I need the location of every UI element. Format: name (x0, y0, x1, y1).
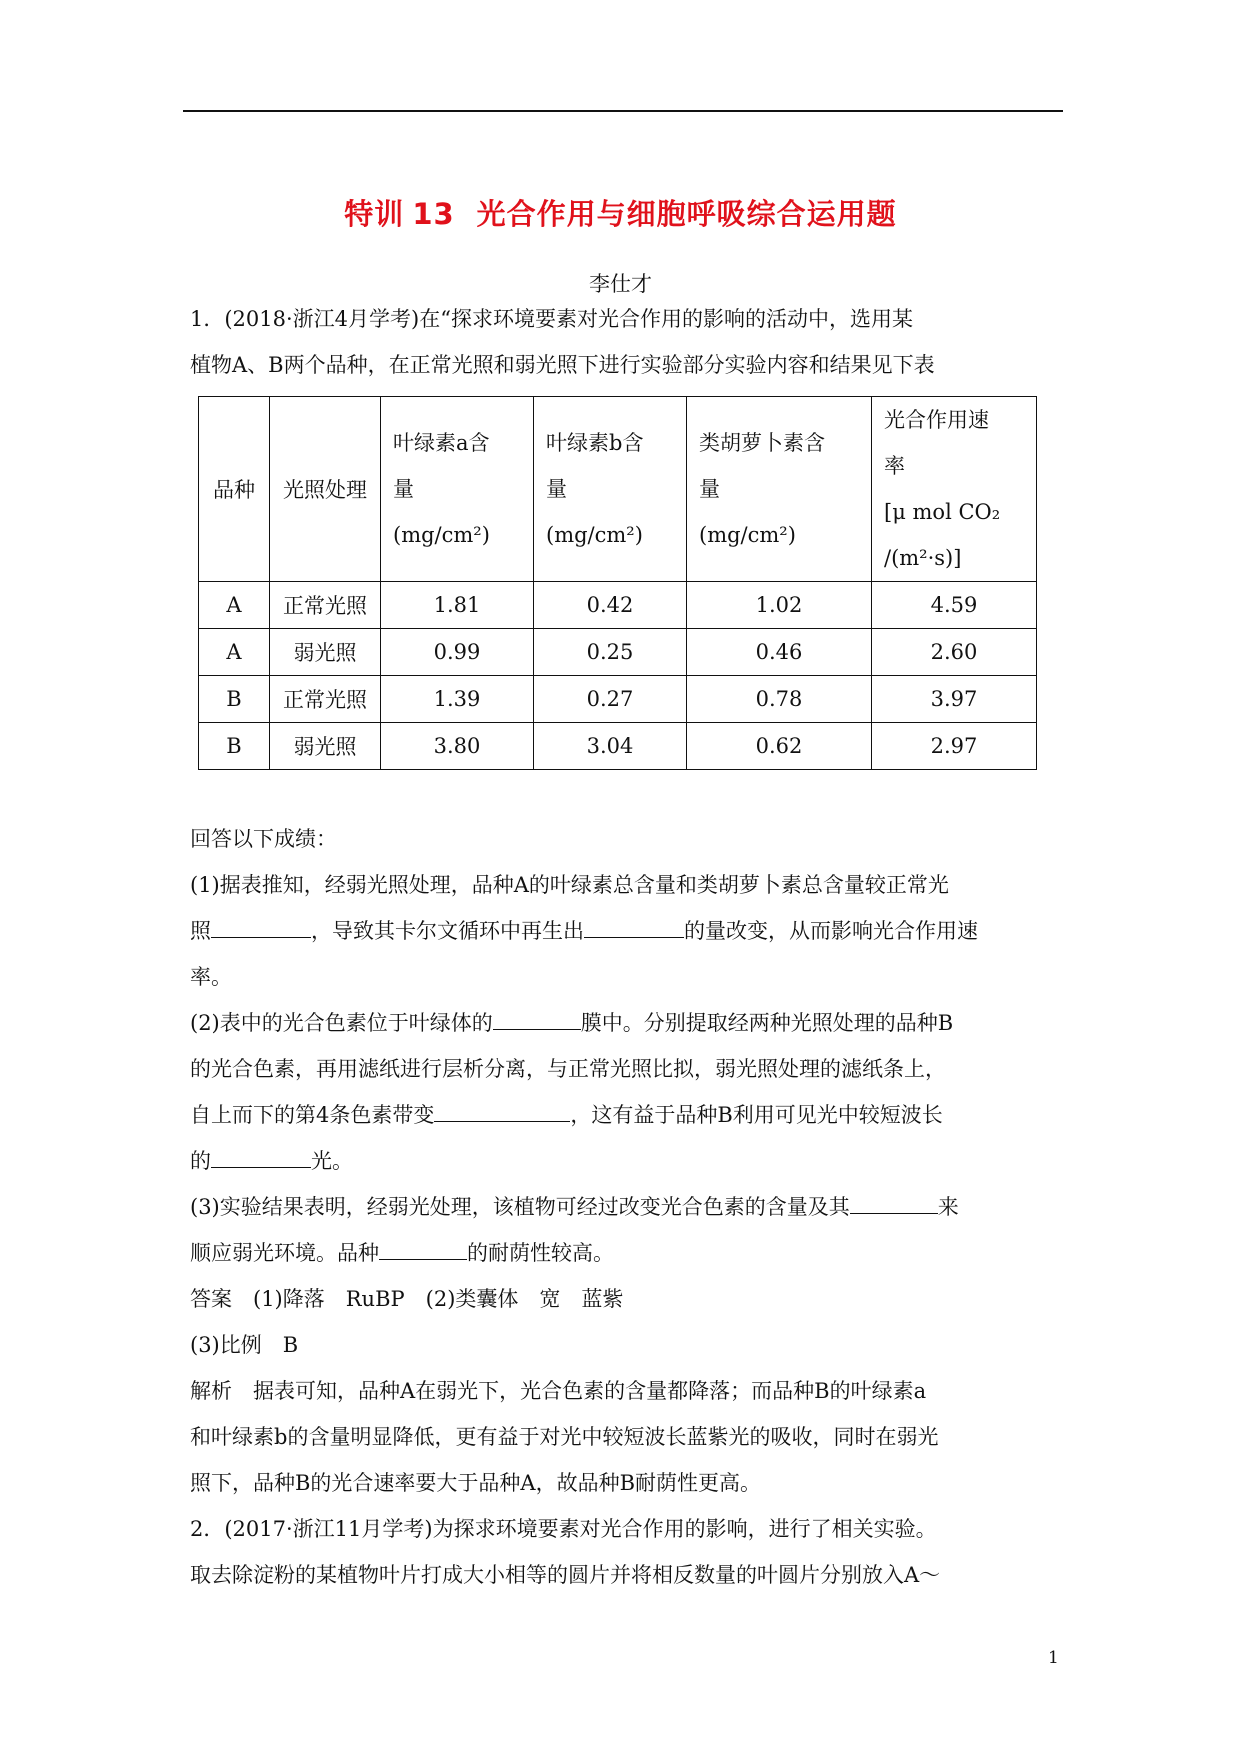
answer-blank[interactable] (211, 1143, 311, 1168)
page-number: 1 (1048, 1648, 1059, 1668)
table-cell: 正常光照 (270, 582, 381, 629)
table-cell: 0.27 (534, 676, 687, 723)
table-row (199, 723, 1037, 770)
table-header-row (199, 397, 1037, 582)
q2-line-1: 2．(2017·浙江11月学考)为探求环境要素对光合作用的影响，进行了相关实验。 (190, 1517, 937, 1541)
table-cell: 0.99 (381, 629, 534, 676)
table-row (199, 629, 1037, 676)
answer-blank[interactable] (379, 1235, 467, 1260)
q2-line-2: 取去除淀粉的某植物叶片打成大小相等的圆片并将相反数量的叶圆片分别放入A～ (190, 1563, 941, 1587)
header-chlorophyll-b: 叶绿素b含 量 (mg/cm²) (534, 397, 687, 582)
table-row (199, 676, 1037, 723)
table-cell: 3.97 (872, 676, 1037, 723)
sub1-line-1: (1)据表推知，经弱光照处理，品种A的叶绿素总含量和类胡萝卜素总含量较正常光 (190, 873, 949, 897)
analysis-line-3: 照下，品种B的光合速率要大于品种A，故品种B耐荫性更高。 (190, 1471, 762, 1495)
data-table (198, 396, 1037, 770)
table-cell: 3.04 (534, 723, 687, 770)
answer-blank[interactable] (493, 1005, 581, 1030)
answer-blank[interactable] (584, 913, 684, 938)
table-cell: 2.60 (872, 629, 1037, 676)
analysis-line-1: 解析 据表可知，品种A在弱光下，光合色素的含量都降落；而品种B的叶绿素a (190, 1379, 927, 1403)
answer-blank[interactable] (434, 1097, 570, 1122)
sub2-line-1: (2)表中的光合色素位于叶绿体的 膜中。分别提取经两种光照处理的品种B (190, 1000, 978, 1046)
sub2-line-4: 的 光。 (190, 1138, 978, 1184)
answer-line-1: 答案 (1)降落 RuBP (2)类囊体 宽 蓝紫 (190, 1287, 624, 1311)
header-chlorophyll-a: 叶绿素a含 量 (mg/cm²) (381, 397, 534, 582)
table-cell: 0.62 (687, 723, 872, 770)
author: 李仕才 (589, 272, 652, 296)
sub3-line-2: 顺应弱光环境。品种 的耐荫性较高。 (190, 1230, 978, 1276)
table-cell: 1.81 (381, 582, 534, 629)
q1-line-1: 1．(2018·浙江4月学考)在“探求环境要素对光合作用的影响的活动中，选用某 (190, 307, 913, 331)
header-variety: 品种 (199, 397, 270, 582)
header-photosynthesis-rate: 光合作用速 率 [μ mol CO₂ /(m²·s)] (872, 397, 1037, 582)
answer-line-2: (3)比例 B (190, 1333, 299, 1357)
answer-blank[interactable] (211, 913, 311, 938)
title-prefix: 特训 (344, 197, 405, 231)
table-row (199, 582, 1037, 629)
title-text: 光合作用与细胞呼吸综合运用题 (476, 197, 897, 231)
table-cell: B (199, 676, 270, 723)
sub2-line-2: 的光合色素，再用滤纸进行层析分离，与正常光照比拟，弱光照处理的滤纸条上， (190, 1057, 946, 1081)
question-1-intro (190, 296, 935, 388)
table-cell: 弱光照 (270, 629, 381, 676)
header-rule (183, 110, 1063, 112)
table-cell: 3.80 (381, 723, 534, 770)
sub1-line-3: 率。 (190, 965, 232, 989)
title-number: 13 (412, 197, 455, 231)
sub3-line-1: (3)实验结果表明，经弱光处理，该植物可经过改变光合色素的含量及其 来 (190, 1184, 978, 1230)
q1-line-2: 植物A、B两个品种，在正常光照和弱光照下进行实验部分实验内容和结果见下表 (190, 353, 935, 377)
answer-blank[interactable] (850, 1189, 938, 1214)
table-cell: 0.42 (534, 582, 687, 629)
table-cell: 2.97 (872, 723, 1037, 770)
table-cell: 弱光照 (270, 723, 381, 770)
analysis-line-2: 和叶绿素b的含量明显降低，更有益于对光中较短波长蓝紫光的吸收，同时在弱光 (190, 1425, 939, 1449)
answer-section (190, 816, 978, 1598)
page-title (0, 192, 1241, 233)
sub2-line-3: 自上而下的第4条色素带变 ，这有益于品种B利用可见光中较短波长 (190, 1092, 978, 1138)
table-cell: B (199, 723, 270, 770)
table-cell: 0.25 (534, 629, 687, 676)
table-cell: 0.46 (687, 629, 872, 676)
table-cell: 1.02 (687, 582, 872, 629)
table-cell: A (199, 582, 270, 629)
table-cell: 4.59 (872, 582, 1037, 629)
answer-intro: 回答以下成绩： (190, 827, 337, 851)
sub1-line-2: 照 ，导致其卡尔文循环中再生出 的量改变，从而影响光合作用速 (190, 908, 978, 954)
table-cell: A (199, 629, 270, 676)
table-cell: 1.39 (381, 676, 534, 723)
table-cell: 正常光照 (270, 676, 381, 723)
table-cell: 0.78 (687, 676, 872, 723)
header-carotenoid: 类胡萝卜素含 量 (mg/cm²) (687, 397, 872, 582)
header-light-treatment: 光照处理 (270, 397, 381, 582)
